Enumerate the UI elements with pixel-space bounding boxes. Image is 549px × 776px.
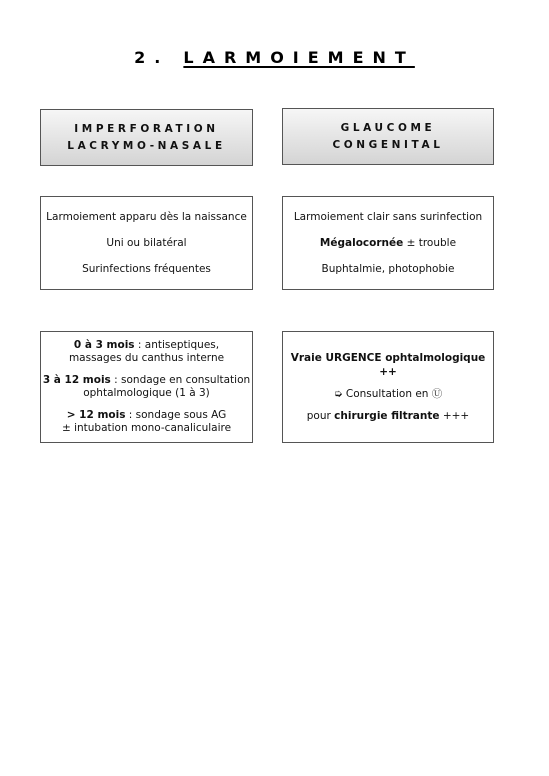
treatment-age: 0 à 3 mois	[73, 338, 135, 351]
treatment-age: > 12 mois	[66, 408, 126, 421]
treatment-glaucome	[282, 331, 494, 443]
treatment-line: ophtalmologique (1 à 3)	[83, 387, 210, 399]
treatment-line: > 12 mois : sondage sous AG	[66, 408, 227, 421]
section-number: 2.	[134, 48, 170, 67]
section-title: LARMOIEMENT	[183, 48, 415, 67]
sign-line: Buphtalmie, photophobie	[321, 263, 455, 275]
signs-imperforation	[40, 196, 253, 290]
treatment-age: 3 à 12 mois	[42, 373, 111, 386]
header-imperforation	[40, 109, 253, 166]
sign-line: Mégalocornée ± trouble	[319, 237, 457, 249]
sign-line: Surinfections fréquentes	[82, 263, 211, 275]
arrow-right-icon: ➭	[333, 388, 343, 400]
treatment-line: Vraie URGENCE ophtalmologique ++	[290, 352, 486, 378]
sign-line: Uni ou bilatéral	[106, 237, 187, 249]
signs-glaucome	[282, 196, 494, 290]
header-line: IMPERFORATION	[74, 122, 219, 135]
sign-line: Larmoiement apparu dès la naissance	[46, 211, 247, 223]
treatment-line: ➭ Consultation en Ⓤ	[333, 388, 443, 400]
urgent-u-icon: Ⓤ	[431, 388, 443, 400]
page-title	[0, 48, 549, 67]
treatment-line: ± intubation mono-canaliculaire	[61, 422, 232, 434]
treatment-imperforation	[40, 331, 253, 443]
sign-line: Larmoiement clair sans surinfection	[293, 211, 483, 223]
header-line: GLAUCOME	[340, 121, 436, 134]
header-line: CONGENITAL	[332, 138, 444, 151]
treatment-line: pour chirurgie filtrante +++	[306, 410, 470, 422]
treatment-line: 3 à 12 mois : sondage en consultation	[42, 373, 251, 386]
treatment-line: 0 à 3 mois : antiseptiques,	[73, 338, 220, 351]
header-glaucome	[282, 108, 494, 165]
header-line: LACRYMO-NASALE	[67, 139, 226, 152]
treatment-line: massages du canthus interne	[68, 352, 225, 364]
